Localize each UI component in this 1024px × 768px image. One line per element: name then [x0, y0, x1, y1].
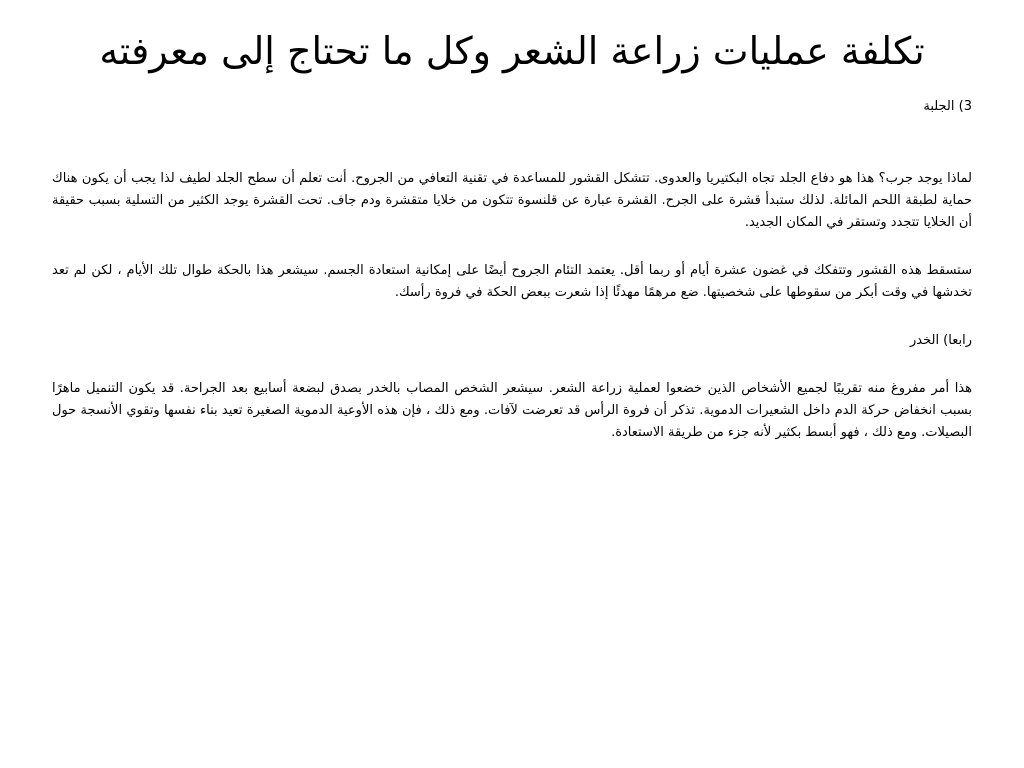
- slide-body: [52, 168, 972, 444]
- slide-title: تكلفة عمليات زراعة الشعر وكل ما تحتاج إلى معرفته: [99, 29, 925, 73]
- paragraph-numbness: هذا أمر مفروغ منه تقريبًا لجميع الأشخاص الذين خضعوا لعملية زراعة الشعر. سيشعر الشخص المصاب بالخدر بصدق لبضعة أسابيع بعد الجراحة. قد يكون التنميل ماهرًا بسبب انخفاض حركة الدم داخل الشعيرات الدموية. تذكر أن فروة الرأس قد تعرضت لآفات. ومع ذلك ، فإن هذه الأوعية الدموية الصغيرة تعيد بناء نفسها وتقوي الأنسجة حول البصيلات. ومع ذلك ، فهو أبسط بكثير لأنه جزء من طريقة الاستعادة.: [52, 381, 972, 440]
- section-3-heading: 3) الجلبة: [923, 99, 972, 114]
- paragraph-scabs: لماذا يوجد جرب؟ هذا هو دفاع الجلد تجاه البكتيريا والعدوى. تتشكل القشور للمساعدة في تقنية التعافي من الجروح. أنت تعلم أن سطح الجلد لطيف لذا يجب أن يكون هناك حماية لطبقة اللحم المائلة. لذلك ستبدأ قشرة على الجرح. القشرة عبارة عن قلنسوة تتكون من خلايا متقشرة ودم جاف. تحت القشرة يوجد الكثير من التسلية بسبب حقيقة أن الخلايا تتجدد وتستقر في المكان الجديد.: [52, 171, 972, 230]
- section-4-heading: رابعا) الخدر: [909, 333, 972, 348]
- paragraph-scabs-falling: ستسقط هذه القشور وتتفكك في غضون عشرة أيام أو ربما أقل. يعتمد التئام الجروح أيضًا على إمكانية استعادة الجسم. سيشعر هذا بالحكة طوال تلك الأيام ، لكن لم تعد تخدشها في وقت أبكر من سقوطها على شخصيتها. ضع مرهمًا مهدئًا إذا شعرت ببعض الحكة في فروة رأسك.: [52, 263, 972, 300]
